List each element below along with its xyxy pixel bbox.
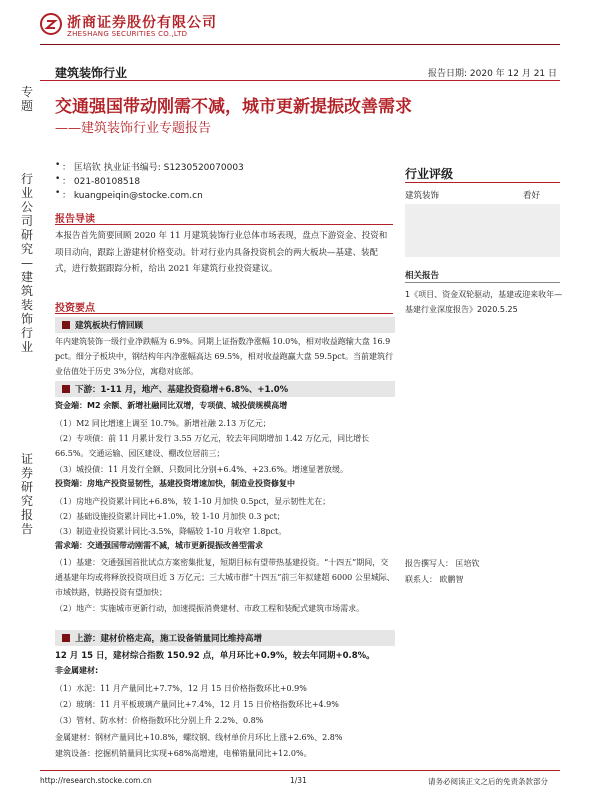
footer-disclaimer: 请务必阅读正文之后的免责条款部分 xyxy=(428,777,548,786)
bullet-icon: • xyxy=(55,188,61,198)
upstream-date: 12 月 15 日，建材综合指数 150.92 点，单月环比+0.9%，较去年同期+0.8%。 xyxy=(55,651,375,661)
rating-divider xyxy=(405,182,560,183)
page-title: 交通强国带动刚需不减，城市更新提振改善需求 xyxy=(55,97,412,117)
demand-item: （2）地产：实施城市更新行动，加速提振消费建材、市政工程和装配式建筑市场需求。 xyxy=(55,604,365,613)
side-label-stock: 证券研究报告 xyxy=(20,452,33,536)
guide-divider xyxy=(55,224,393,225)
related-heading: 相关报告 xyxy=(405,271,440,281)
section-title: 建筑装饰行业 xyxy=(55,66,128,80)
equipment-line: 建筑设备：挖掘机销量同比实现+68%高增速，电梯销量同比+12.0%。 xyxy=(55,749,312,758)
guide-heading: 报告导读 xyxy=(55,214,95,225)
guide-text: 本报告首先简要回顾 2020 年 11 月建筑装饰行业总体市场表现，盘点下游资金、投资和项目动向，跟踪上游建材价格变动。针对行业内具备投资机会的两大板块—基建、装配式，进行数据跟踪分析，给出 2021 年建筑行业投资建议。 xyxy=(55,231,388,274)
fund-item: （3）城投债：11 月发行全额、只数同比分别+6.4%、+23.6%。增速显著放缓。 xyxy=(55,465,348,474)
company-logo xyxy=(40,13,62,35)
trend-text: 年内建筑装饰一级行业净跌幅为 6.9%。同期上证指数净涨幅 10.0%，相对收益跑输大盘 16.9 pct。细分子板块中，钢结构年内净涨幅高达 69.5%，相对收益跑赢大盘 59.5pct。当前建筑行业估值处于历史 3%分位，寓稳对底部。 xyxy=(55,337,393,376)
footer-divider xyxy=(40,770,560,771)
fund-item: （1）M2 同比增速上调至 10.7%。新增社融 2.13 万亿元； xyxy=(55,419,271,428)
downstream-title: 下游：1-11 月，地产、基建投资稳增+6.8%、+1.0% xyxy=(75,385,289,395)
demand-title: 需求端：交通强国带动刚需不减，城市更新提振改善型需求 xyxy=(55,541,263,550)
footer-url[interactable]: http://research.stocke.com.cn xyxy=(40,776,152,785)
report-date: 报告日期: 2020 年 12 月 21 日 xyxy=(428,69,558,79)
invest-item: （2）基础设施投资累计同比+1.0%，较 1-10 月加快 0.3 pct； xyxy=(55,512,285,521)
nonmetal-item: （2）玻璃：11 月平板玻璃产量同比+7.4%，12 月 15 日价格指数环比+4.9% xyxy=(55,700,339,709)
report-contact: 联系人： 欧鹏智 xyxy=(405,575,464,584)
analyst-phone: ： 021-80108518 xyxy=(62,177,141,187)
points-divider xyxy=(55,313,393,314)
company-name-en: ZHESHANG SECURITIES CO.,LTD xyxy=(67,30,188,38)
fund-title: 资金端：M2 余额、新增社融同比双增，专项债、城投债规模高增 xyxy=(55,401,288,410)
trend-title: 建筑板块行情回顾 xyxy=(75,321,144,331)
invest-item: （3）制造业投资累计同比-3.5%，降幅较 1-10 月收窄 1.8pct。 xyxy=(55,527,287,536)
header-divider xyxy=(40,44,560,45)
company-name-cn: 浙商证券股份有限公司 xyxy=(67,15,217,31)
logo-mark-icon xyxy=(44,17,58,31)
fund-item: （2）专项债：前 11 月累计发行 3.55 万亿元，较去年同期增加 1.42 万亿元，同比增长 66.5%。交通运输、园区建设、棚改位居前三； xyxy=(55,434,370,458)
page-subtitle: ——建筑装饰行业专题报告 xyxy=(55,121,212,136)
analyst-email[interactable]: ： kuangpeiqin@stocke.com.cn xyxy=(62,191,203,201)
rating-value: 看好 xyxy=(523,191,541,201)
analyst-name: ： 匡培钦 执业证书编号: S1230520070003 xyxy=(62,163,244,173)
nonmetal-title: 非金属建材: xyxy=(55,666,99,675)
invest-title: 投资端：房地产投资显韧性，基建投资增速加快，制造业投资修复中 xyxy=(55,479,295,488)
points-heading: 投资要点 xyxy=(55,303,95,314)
bullet-icon: • xyxy=(55,174,61,184)
metal-line: 金属建材：钢材产量同比+10.8%，螺纹钢、线材单价月环比上涨+2.6%、2.8% xyxy=(55,733,343,742)
rating-heading: 行业评级 xyxy=(405,167,454,181)
report-author: 报告撰写人： 匡培钦 xyxy=(405,559,480,568)
bullet-icon: • xyxy=(55,160,61,170)
square-bullet-icon xyxy=(62,634,70,642)
square-bullet-icon xyxy=(62,385,70,393)
upstream-title: 上游：建材价格走高，施工设备销量同比维持高增 xyxy=(75,634,263,644)
related-divider xyxy=(405,282,560,283)
invest-item: （1）房地产投资累计同比+6.8%，较 1-10 月加快 0.5pct，显示韧性尤在； xyxy=(55,497,331,506)
nonmetal-item: （3）管材、防水材：价格指数环比分别上升 2.2%、0.8% xyxy=(55,716,264,725)
title-divider xyxy=(40,80,560,81)
nonmetal-item: （1）水泥：11 月产量同比+7.7%，12 月 15 日价格指数环比+0.9% xyxy=(55,684,307,693)
demand-item: （1）基建：交通强国首批试点方案密集批复，短期目标有望带热基建投资。“十四五”期间，交通基建年均或将释放投资项目近 3 万亿元；三大城市群“十四五”前三年拟建超 6000 公里城际、市域铁路，铁路投资有望加快； xyxy=(55,558,395,597)
related-report-item[interactable]: 1《项目、资金双轮驱动，基建或迎来收年—基建行业深度报告》2020.5.25 xyxy=(405,290,563,314)
side-label-topic: 专题 xyxy=(20,85,33,113)
square-bullet-icon xyxy=(62,321,70,329)
rating-panel xyxy=(405,204,560,257)
page-number: 1/31 xyxy=(290,776,307,785)
rating-industry: 建筑装饰 xyxy=(405,191,440,201)
side-label-company: 行业公司研究—建筑装饰行业 xyxy=(20,172,33,354)
